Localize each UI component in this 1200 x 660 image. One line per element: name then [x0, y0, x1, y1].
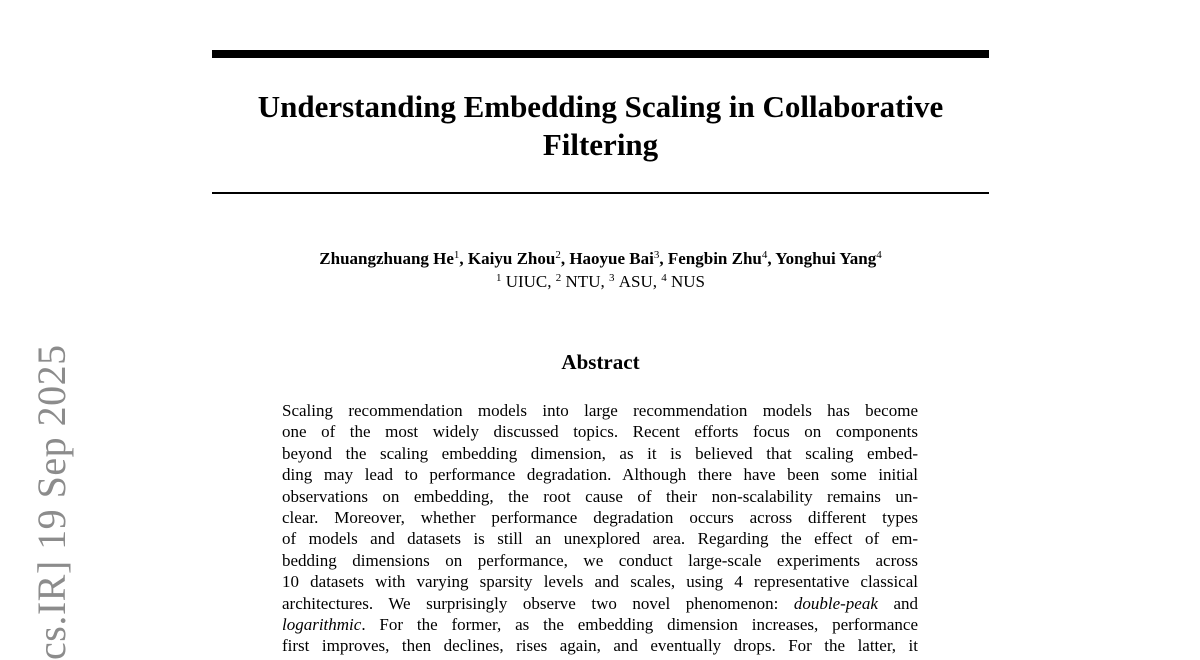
- author-name: Kaiyu Zhou: [467, 249, 556, 268]
- abstract-line-mixed: [282, 614, 918, 635]
- title-rule: [212, 192, 989, 194]
- author-name: Yonghui Yang: [775, 249, 877, 268]
- arxiv-side-stamp: cs.IR] 19 Sep 2025: [29, 344, 74, 660]
- author-affiliation-mark: 1: [453, 249, 460, 261]
- abstract-line: Scaling recommendation models into large recommendation models has become: [282, 401, 918, 420]
- abstract-line: beyond the scaling embedding dimension, as it is believed that scaling embed-: [282, 443, 918, 463]
- abstract-line: clear. Moreover, whether performance degradation occurs across different types: [282, 507, 918, 527]
- top-rule: [212, 50, 989, 58]
- abstract-line: of models and datasets is still an unexplored area. Regarding the effect of em-: [282, 529, 918, 549]
- affiliation-mark: 4: [661, 272, 667, 284]
- affiliation-name: ASU: [618, 272, 653, 291]
- abstract-text: architectures. We surprisingly observe two novel phenomenon:: [282, 593, 794, 613]
- italic-term-logarithmic: logarithmic: [282, 614, 362, 634]
- author-affiliation-mark: 4: [876, 249, 882, 261]
- abstract-text: and: [877, 593, 919, 613]
- author-affiliation-mark: 3: [653, 249, 660, 261]
- affiliation-mark: 2: [555, 272, 562, 284]
- affiliation-name: NTU: [565, 272, 601, 291]
- title-line-1: Understanding Embedding Scaling in Collaborative: [257, 89, 944, 124]
- abstract-line: 10 datasets with varying sparsity levels and scales, using 4 representative classical: [282, 572, 918, 592]
- affiliation-mark: 3: [608, 272, 615, 284]
- paper-title: [212, 88, 989, 164]
- affiliation-list: $^1$ UIUC, $^2$ NTU, $^3$ ASU, $^4$ NUS: [495, 272, 706, 291]
- abstract-heading: Abstract: [561, 350, 640, 374]
- affiliation-name: NUS: [671, 272, 706, 291]
- affiliation-mark: 1: [495, 272, 502, 284]
- author-affiliation-mark: 2: [555, 249, 561, 261]
- title-line-2: Filtering: [542, 127, 659, 162]
- author-name: Zhuangzhuang He: [319, 249, 454, 268]
- abstract-line: one of the most widely discussed topics. Recent efforts focus on components: [282, 422, 918, 442]
- abstract-line: bedding dimensions on performance, we conduct large-scale experiments across: [282, 550, 918, 570]
- author-name: Haoyue Bai: [569, 249, 654, 268]
- abstract-line: observations on embedding, the root cause of their non-scalability remains un-: [282, 486, 918, 506]
- abstract-body: [282, 400, 918, 657]
- abstract-line: first improves, then declines, rises again, and eventually drops. For the latter, it: [282, 636, 918, 656]
- author-name: Fengbin Zhu: [667, 249, 762, 268]
- abstract-line: ding may lead to performance degradation. Although there have been some initial: [282, 465, 918, 485]
- abstract-text: . For the former, as the embedding dimension increases, performance: [361, 614, 918, 634]
- affiliation-name: UIUC: [505, 272, 548, 291]
- author-affiliation-mark: 4: [761, 249, 768, 261]
- author-list: Zhuangzhuang He$^1$, Kaiyu Zhou$^2$, Haoyue Bai$^3$, Fengbin Zhu$^4$, Yonghui Yang$^4$: [319, 249, 882, 268]
- italic-term-double-peak: double-peak: [793, 593, 878, 613]
- abstract-line-mixed: [282, 593, 918, 614]
